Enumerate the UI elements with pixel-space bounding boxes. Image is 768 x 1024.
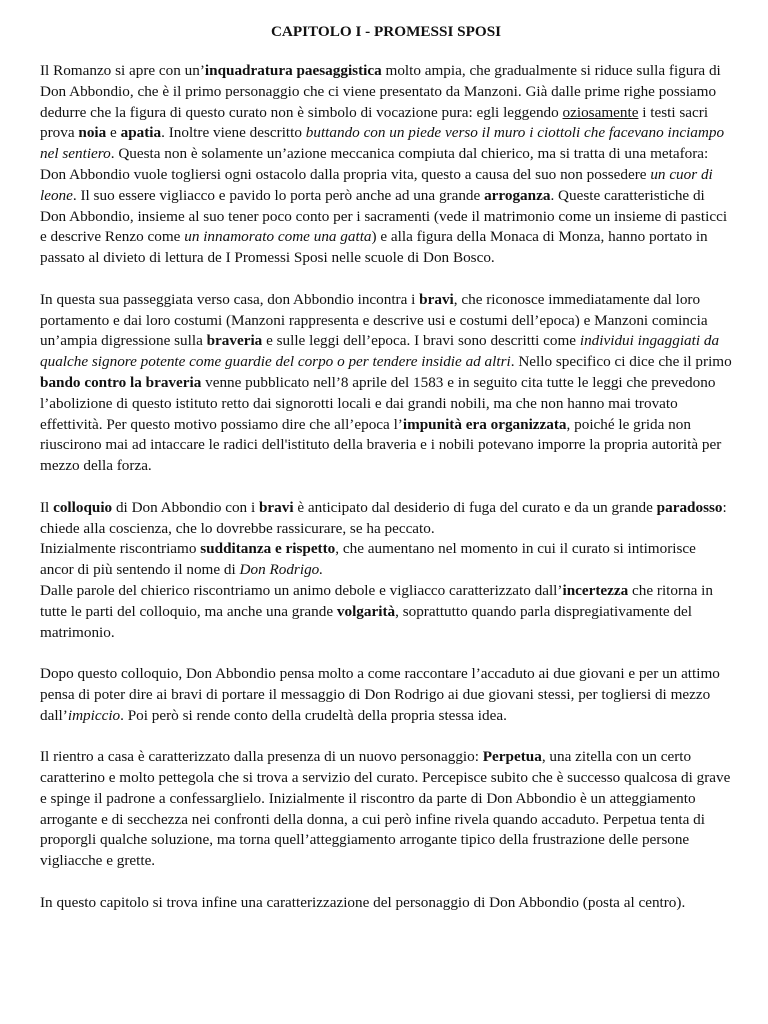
paragraph-4 — [40, 664, 732, 726]
p2-bold-1: bravi — [419, 290, 454, 308]
p1-text-1: Il Romanzo si apre con un’ — [40, 62, 205, 79]
p1-text-9: ) e alla figura della Monaca di Monza, hanno portato in passato al divieto di lettura de I Promessi Sposi nelle scuole di Don Bosco. — [40, 228, 708, 267]
p1-text-4: e — [106, 124, 121, 142]
p1-text-8: . Queste caratteristiche di Don Abbondio, insieme al suo tener poco conto per i sacramenti (vede il matrimonio come un insieme di pasticci e descrive Renzo come — [40, 186, 728, 246]
paragraph-2 — [40, 290, 732, 477]
p3-bold-1: colloquio — [53, 498, 113, 516]
p3-text-8: che ritorna in tutte le parti del colloquio, ma anche una grande — [40, 581, 713, 620]
p3-text-6: , che aumentano nel momento in cui il curato si intimorisce ancor di più sentendo il nome di — [40, 540, 696, 579]
p3-bold-4: sudditanza e rispetto — [200, 540, 336, 558]
p3-text-7: Dalle parole del chierico riscontriamo un animo debole e vigliacco caratterizzato dall’ — [40, 581, 563, 599]
paragraph-5 — [40, 747, 732, 872]
p1-bold-2: noia — [78, 124, 107, 142]
p3-bold-3: paradosso — [656, 498, 723, 516]
p1-italic-2: un cuor di leone — [40, 165, 713, 204]
p3-italic-1: Don Rodrigo. — [239, 561, 324, 579]
p4-text-1: Dopo questo colloquio, Don Abbondio pensa molto a come raccontare l’accaduto ai due giovani e per un attimo pensa di poter dire ai bravi di portare il messaggio di Don Rodrigo ai due giovani stessi, per togliersi di mezzo dall’ — [40, 665, 720, 724]
p1-text-6: . Questa non è solamente un’azione meccanica compiuta dal chierico, ma si tratta di una metafora: Don Abbondio vuole togliersi ogni ostacolo dalla propria vita, questo a causa del suo non possedere — [40, 145, 709, 183]
p3-text-5: Inizialmente riscontriamo — [40, 540, 201, 558]
p1-text-7: . Il suo essere vigliacco e pavido lo porta però anche ad una grande — [72, 186, 485, 204]
p1-bold-4: arroganza — [484, 186, 551, 204]
p3-text-2: di Don Abbondio con i — [112, 498, 259, 516]
p2-text-5: venne pubblicato nell’8 aprile del 1583 e in seguito cita tutte le leggi che prevedono l’abolizione di questo istituto retto dai signorotti locali e dai grandi nobili, ma che non hanno mai trovato effettività. Per questo motivo possiamo dire che all’epoca l’ — [40, 373, 716, 433]
p1-bold-3: apatia — [120, 124, 162, 142]
p2-bold-2: braveria — [206, 332, 263, 350]
p1-text-2: molto ampia, che gradualmente si riduce sulla figura di Don Abbondio, che è il primo personaggio che ci viene presentato da Manzoni. Già dalle prime righe possiamo dedurre che la figura di questo curato non è simbolo di vocazione pura: egli leggendo — [40, 62, 721, 121]
p1-text-3: i testi sacri prova — [40, 103, 709, 142]
p3-text-9: , soprattutto quando parla dispregiativamente del matrimonio. — [40, 602, 693, 641]
p2-text-4: . Nello specifico ci dice che il primo — [510, 353, 732, 371]
p3-text-3: è anticipato dal desiderio di fuga del curato e da un grande — [293, 498, 657, 516]
p3-bold-2: bravi — [258, 498, 294, 516]
paragraph-3 — [40, 498, 732, 644]
page-title: CAPITOLO I - PROMESSI SPOSI — [270, 23, 502, 40]
p6-text-1: In questo capitolo si trova infine una caratterizzazione del personaggio di Don Abbondio (posta al centro). — [40, 893, 686, 911]
p5-text-1: Il rientro a casa è caratterizzato dalla presenza di un nuovo personaggio: — [40, 748, 483, 766]
p5-text-2: , una zitella con un certo caratterino e molto pettegola che si trova a servizio del curato. Percepisce subito che è successo qualcosa di grave e spinge il padrone a confessarglielo. Inizialmente il riscontro da parte di Don Abbondio è un atteggiamento arrogante e di secchezza nei confronti della donna, a cui però infine rivela quando accaduto. Perpetua tenta di proporgli qualche soluzione, ma torna quell’atteggiamento arrogante tipico della frustrazione delle persone vigliacche e grette. — [40, 748, 731, 870]
p3-bold-5: incertezza — [562, 581, 629, 599]
p3-text-1: Il — [40, 498, 54, 516]
p5-bold-1: Perpetua — [482, 748, 542, 766]
p3-bold-6: volgarità — [336, 602, 396, 620]
p1-text-5: . Inoltre viene descritto — [161, 124, 306, 142]
p2-text-3: e sulle leggi dell’epoca. I bravi sono descritti come — [262, 332, 580, 350]
p3-text-4: : chiede alla coscienza, che lo dovrebbe rassicurare, se ha peccato. — [40, 498, 727, 537]
p1-italic-1: buttando con un piede verso il muro i ciottoli che facevano inciampo nel sentiero — [40, 124, 725, 163]
p2-text-6: , poiché le grida non riuscirono mai ad intaccare le radici dell'istituto della braveria e i nobili potevano imporre la propria autorità per mezzo della forza. — [40, 415, 722, 475]
document-page — [40, 22, 732, 934]
p1-underline-1: oziosamente — [562, 103, 639, 121]
p2-bold-3: bando contro la braveria — [40, 373, 202, 391]
p4-text-2: . Poi però si rende conto della crudeltà della propria stessa idea. — [120, 706, 507, 724]
p1-italic-3: un innamorato come una gatta — [184, 228, 372, 246]
p2-text-1: In questa sua passeggiata verso casa, don Abbondio incontra i — [40, 290, 420, 308]
p1-bold-1: inquadratura paesaggistica — [204, 62, 382, 79]
p2-text-2: , che riconosce immediatamente dal loro portamento e dai loro costumi (Manzoni rappresenta e descrive usi e costumi dell’epoca) e Manzoni comincia un’ampia digressione sulla — [40, 290, 708, 350]
paragraph-1 — [40, 61, 732, 269]
p2-bold-4: impunità era organizzata — [402, 415, 567, 433]
paragraph-6 — [40, 893, 732, 914]
p4-italic-1: impiccio — [67, 706, 121, 724]
p2-italic-1: individui ingaggiati da qualche signore potente come guardie del corpo o per tendere insidie ad altri — [40, 332, 720, 371]
